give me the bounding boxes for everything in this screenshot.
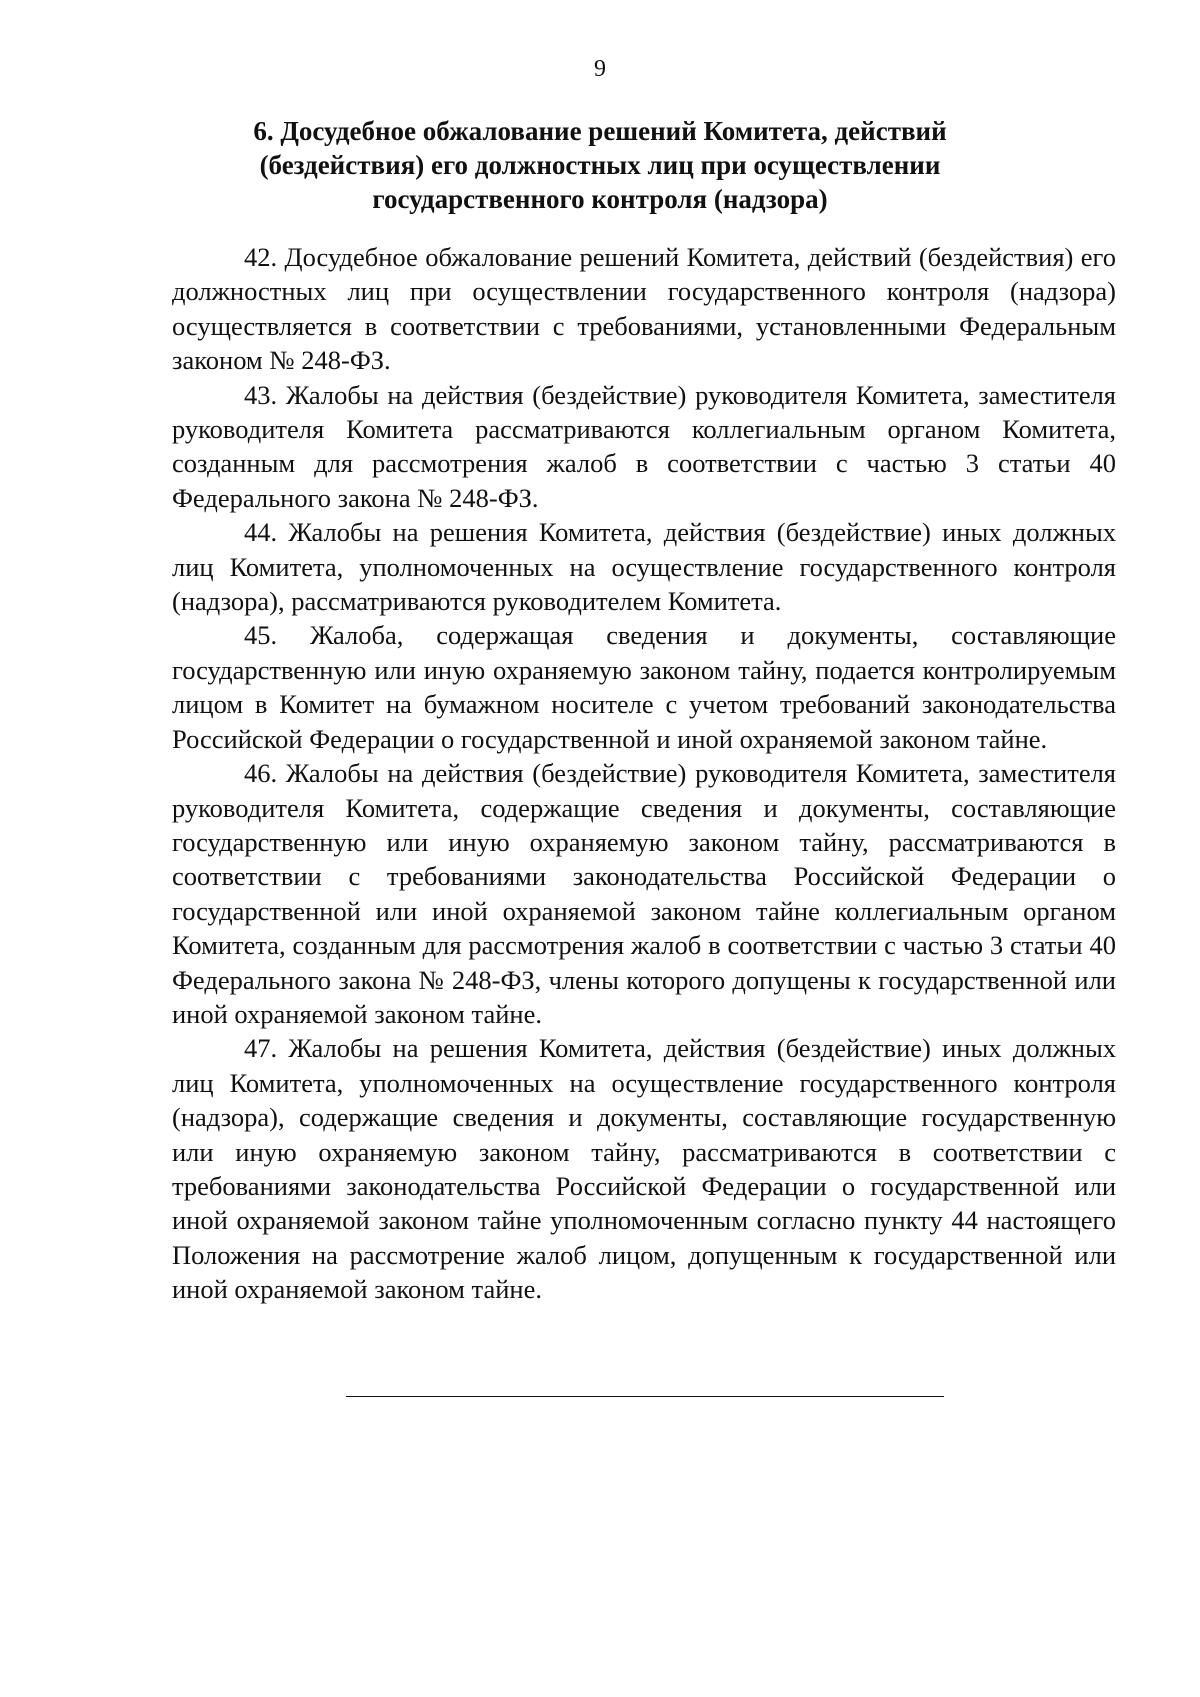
section-title-line: (бездействия) его должностных лиц при осуществлении: [259, 150, 941, 180]
section-title: [200, 114, 1000, 216]
paragraph-45: 45. Жалоба, содержащая сведения и документы, составляющие государственную или иную охраняемую законом тайну, подается контролируемым лицом в Комитет на бумажном носителе с учетом требований законодательства Российской Федерации о государственной и иной охраняемой законом тайне.: [172, 620, 1116, 754]
page-number: 9: [594, 56, 606, 82]
paragraph-46: 46. Жалобы на действия (бездействие) руководителя Комитета, заместителя руководителя Комитета, содержащие сведения и документы, составляющие государственную или иную охраняемую законом тайну, рассматриваются в соответствии с требованиями законодательства Российской Федерации о государственной или иной охраняемой законом тайне коллегиальным органом Комитета, созданным для рассмотрения жалоб в соответствии с частью 3 статьи 40 Федерального закона № 248-ФЗ, члены которого допущены к государственной или иной охраняемой законом тайне.: [172, 758, 1116, 1029]
paragraph-42: 42. Досудебное обжалование решений Комитета, действий (бездействия) его должностных лиц при осуществлении государственного контроля (надзора) осуществляется в соответствии с требованиями, установленными Федеральным законом № 248-ФЗ.: [172, 242, 1116, 376]
paragraph-43: 43. Жалобы на действия (бездействие) руководителя Комитета, заместителя руководителя Комитета рассматриваются коллегиальным органом Комитета, созданным для рассмотрения жалоб в соответствии с частью 3 статьи 40 Федерального закона № 248-ФЗ.: [172, 379, 1116, 513]
section-title-line: 6. Досудебное обжалование решений Комитета, действий: [253, 116, 947, 146]
document-end-divider: [346, 1396, 944, 1397]
section-title-line: государственного контроля (надзора): [372, 184, 828, 214]
document-body: [172, 240, 1116, 1307]
paragraph-44: 44. Жалобы на решения Комитета, действия (бездействие) иных должных лиц Комитета, уполномоченных на осуществление государственного контроля (надзора), рассматриваются руководителем Комитета.: [172, 517, 1116, 617]
paragraph-47: 47. Жалобы на решения Комитета, действия (бездействие) иных должных лиц Комитета, уполномоченных на осуществление государственного контроля (надзора), содержащие сведения и документы, составляющие государственную или иную охраняемую законом тайну, рассматриваются в соответствии с требованиями законодательства Российской Федерации о государственной или иной охраняемой законом тайне уполномоченным согласно пункту 44 настоящего Положения на рассмотрение жалоб лицом, допущенным к государственной или иной охраняемой законом тайне.: [172, 1033, 1116, 1305]
